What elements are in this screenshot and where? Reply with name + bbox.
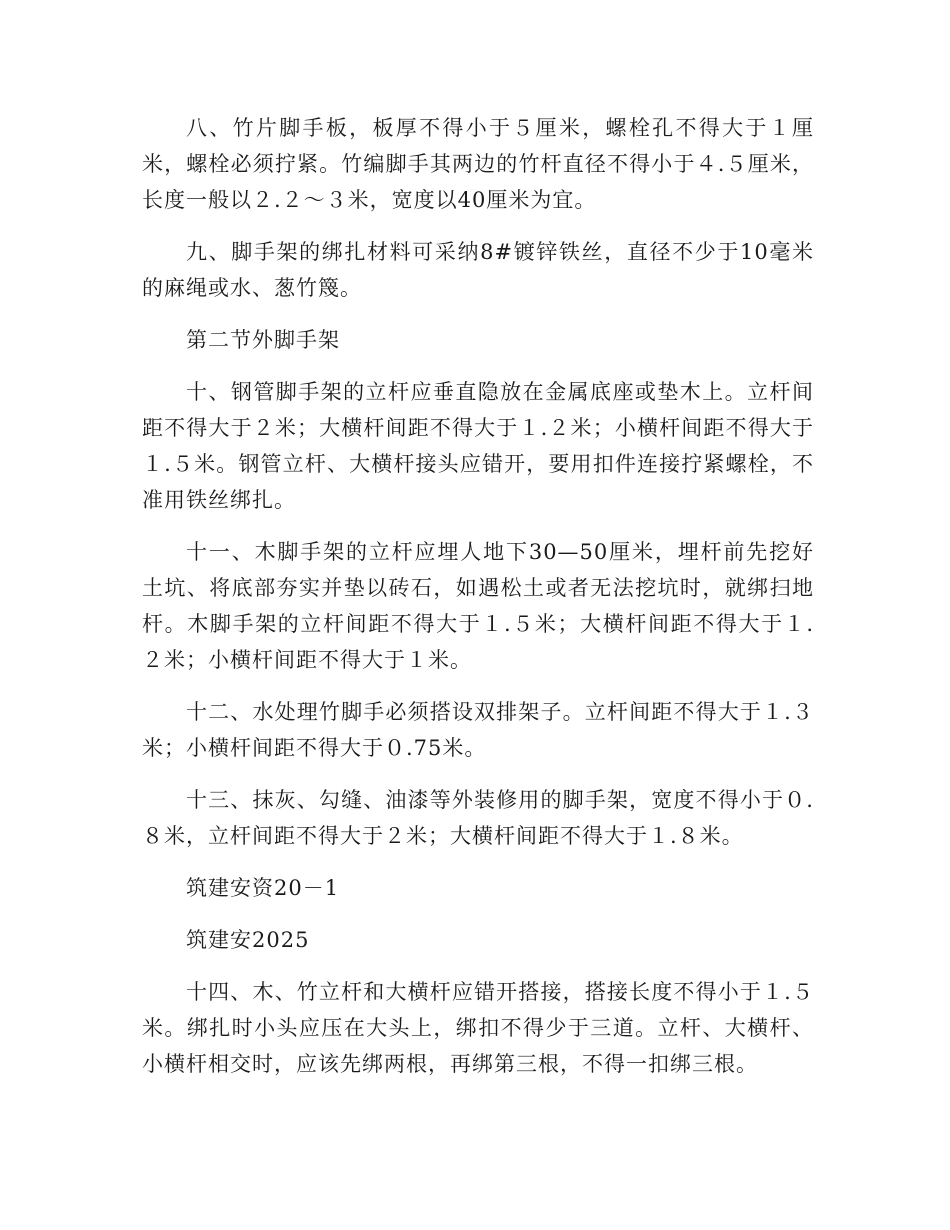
- document-body: [142, 110, 814, 1098]
- paragraph-13: 十三、抹灰、勾缝、油漆等外装修用的脚手架，宽度不得小于０.８米，立杆间距不得大于２米；大横杆间距不得大于１.８米。: [142, 788, 814, 848]
- paragraph-14: 十四、木、竹立杆和大横杆应错开搭接，搭接长度不得小于１.５米。绑扎时小头应压在大头上，绑扣不得少于三道。立杆、大横杆、小横杆相交时，应该先绑两根，再绑第三根，不得一扣绑三根。: [142, 980, 814, 1076]
- reference-line-2: 筑建安2025: [186, 928, 310, 952]
- section-heading-outer-scaffold: 第二节外脚手架: [186, 328, 340, 352]
- paragraph-9: 九、脚手架的绑扎材料可采纳8#镀锌铁丝，直径不少于10毫米的麻绳或水、葱竹篾。: [142, 240, 814, 300]
- paragraph-11: 十一、木脚手架的立杆应埋人地下30—50厘米，埋杆前先挖好土坑、将底部夯实并垫以砖石，如遇松土或者无法挖坑时，就绑扫地杆。木脚手架的立杆间距不得大于１.５米；大横杆间距不得大于１.２米；小横杆间距不得大于１米。: [142, 540, 814, 672]
- reference-line-1: 筑建安资20－1: [186, 876, 340, 900]
- paragraph-12: 十二、水处理竹脚手必须搭设双排架子。立杆间距不得大于１.３米；小横杆间距不得大于０.75米。: [142, 700, 814, 760]
- paragraph-8: 八、竹片脚手板，板厚不得小于５厘米，螺栓孔不得大于１厘米，螺栓必须拧紧。竹编脚手其两边的竹杆直径不得小于４.５厘米，长度一般以２.２～３米，宽度以40厘米为宜。: [142, 116, 814, 212]
- paragraph-10: 十、钢管脚手架的立杆应垂直隐放在金属底座或垫木上。立杆间距不得大于２米；大横杆间距不得大于１.２米；小横杆间距不得大于１.５米。钢管立杆、大横杆接头应错开，要用扣件连接拧紧螺栓，不准用铁丝绑扎。: [142, 380, 814, 512]
